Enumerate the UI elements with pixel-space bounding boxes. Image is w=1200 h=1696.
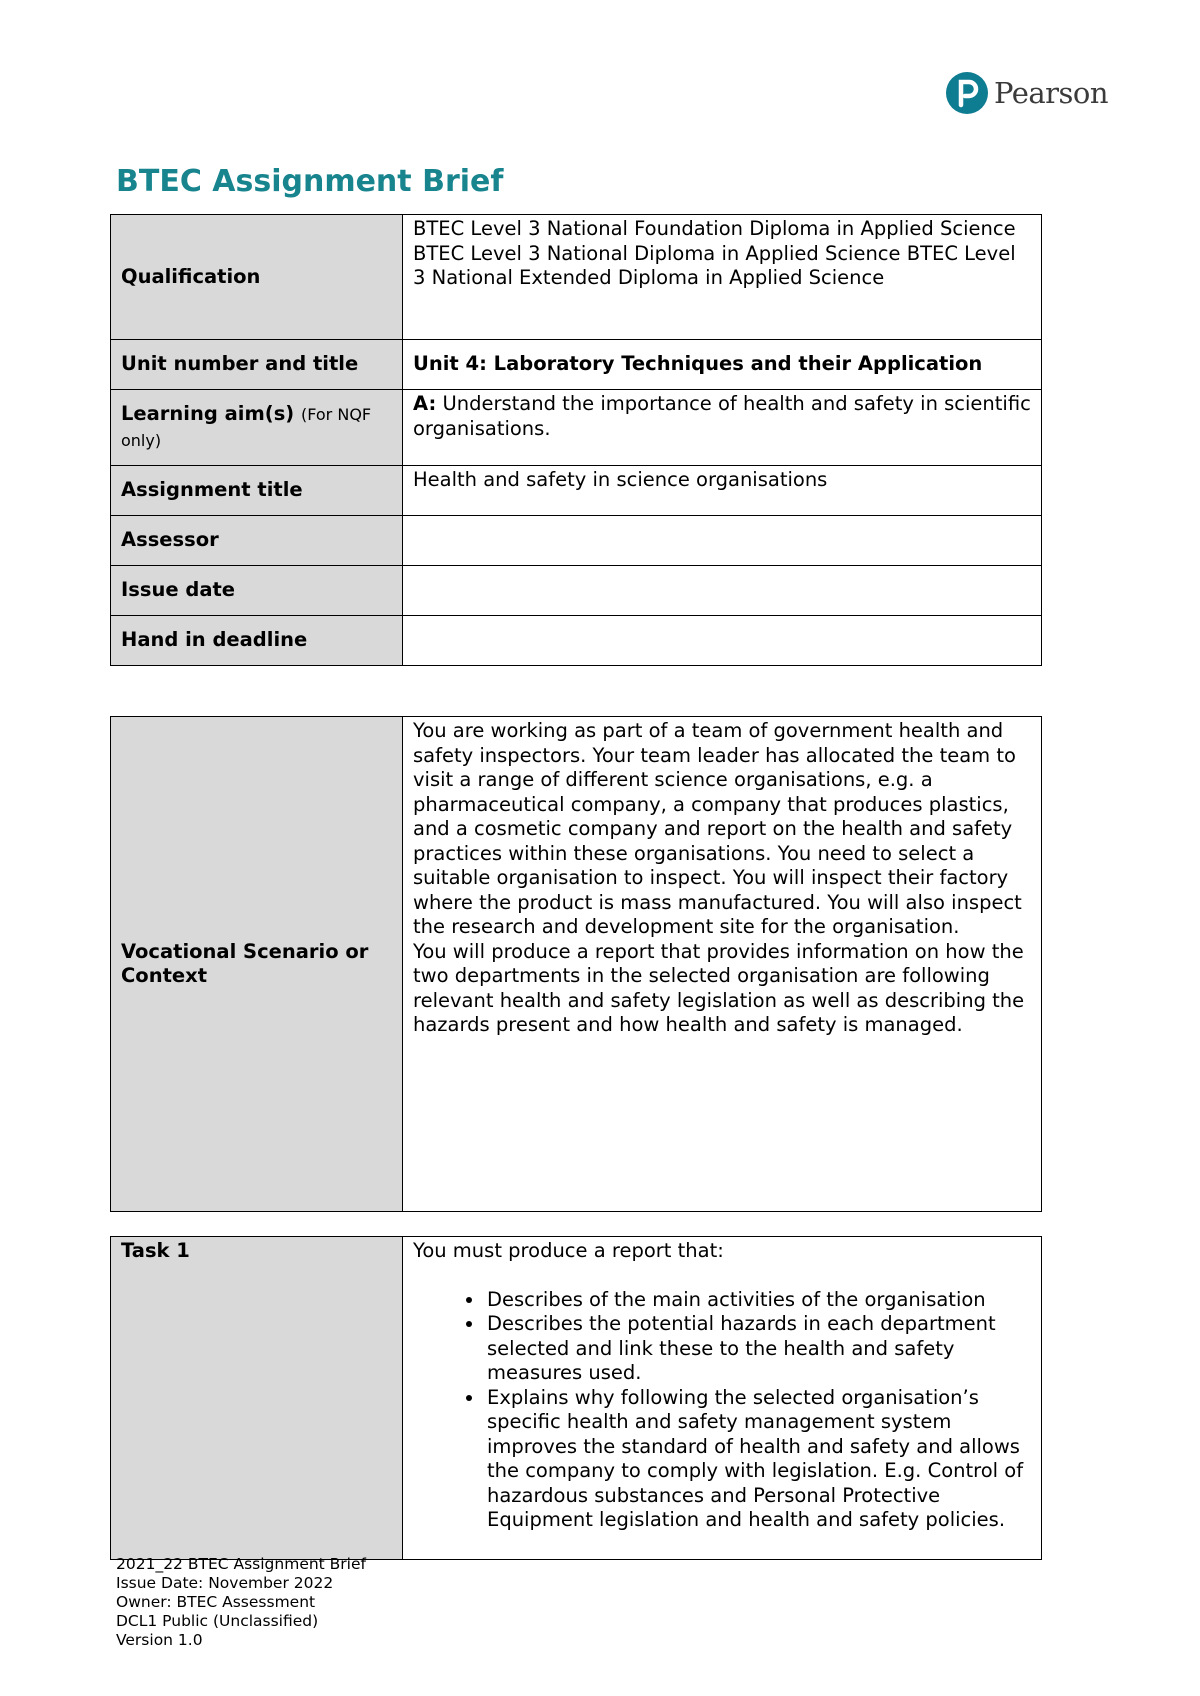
table-row — [111, 390, 1042, 466]
learning-aim-note: (For NQF only) — [121, 405, 372, 450]
issue-date-label: Issue date — [111, 566, 403, 616]
task-1-bullet-list — [413, 1288, 1031, 1533]
unit-value: Unit 4: Laboratory Techniques and their Application — [403, 340, 1042, 390]
page-title: BTEC Assignment Brief — [116, 164, 504, 199]
scenario-table — [110, 716, 1042, 1212]
footer-line: Issue Date: November 2022 — [116, 1574, 334, 1592]
task-1-value — [403, 1237, 1042, 1560]
assessor-label: Assessor — [111, 516, 403, 566]
scenario-paragraph-1: You are working as part of a team of government health and safety inspectors. Your team leader has allocated the team to visit a range of different science organisations, e.g. a pharmaceutical company, a company that produces plastics, and a cosmetic company and report on the health and safety practices within these organisations. You need to select a suitable organisation to inspect. You will inspect their factory where the product is mass manufactured. You will also inspect the research and development site for the organisation. — [413, 719, 1022, 938]
learning-aim-prefix: A: — [413, 392, 437, 415]
task-1-intro: You must produce a report that: — [413, 1239, 724, 1262]
table-row — [111, 340, 1042, 390]
task-table — [110, 1236, 1042, 1560]
table-row — [111, 466, 1042, 516]
deadline-label: Hand in deadline — [111, 616, 403, 666]
learning-aim-label-text: Learning aim(s) — [121, 402, 295, 425]
table-row — [111, 516, 1042, 566]
table-row — [111, 215, 1042, 340]
qualification-label: Qualification — [111, 215, 403, 340]
learning-aim-label — [111, 390, 403, 466]
pearson-logo — [946, 72, 1108, 114]
qualification-value: BTEC Level 3 National Foundation Diploma in Applied Science BTEC Level 3 National Diploma in Applied Science BTEC Level 3 National Extended Diploma in Applied Science — [403, 215, 1042, 340]
footer-line: Owner: BTEC Assessment — [116, 1593, 316, 1611]
list-item: • Describes the potential hazards in each department selected and link these to the health and safety measures used. — [485, 1312, 1031, 1386]
page-footer — [116, 1555, 366, 1650]
list-item: • Describes of the main activities of the organisation — [485, 1288, 1031, 1313]
assignment-title-label: Assignment title — [111, 466, 403, 516]
learning-aim-value — [403, 390, 1042, 466]
assessor-value — [403, 516, 1042, 566]
issue-date-value — [403, 566, 1042, 616]
assignment-title-value: Health and safety in science organisations — [403, 466, 1042, 516]
list-item: • Explains why following the selected organisation’s specific health and safety management system improves the standard of health and safety and allows the company to comply with legislation. E.g. Control of hazardous substances and Personal Protective Equipment legislation and health and safety policies. — [485, 1386, 1031, 1533]
task-1-label: Task 1 — [111, 1237, 403, 1560]
learning-aim-text: Understand the importance of health and safety in scientific organisations. — [413, 392, 1031, 440]
footer-line: DCL1 Public (Unclassified) — [116, 1612, 319, 1630]
scenario-paragraph-2: You will produce a report that provides information on how the two departments in the selected organisation are following relevant health and safety legislation as well as describing the hazards present and how health and safety is managed. — [413, 939, 1025, 1036]
footer-line: Version 1.0 — [116, 1631, 203, 1649]
table-row — [111, 717, 1042, 1212]
scenario-value — [403, 717, 1042, 1212]
footer-line: 2021_22 BTEC Assignment Brief — [116, 1555, 366, 1573]
deadline-value — [403, 616, 1042, 666]
pearson-logo-text: Pearson — [994, 76, 1109, 110]
table-row — [111, 1237, 1042, 1560]
table-row — [111, 616, 1042, 666]
pearson-logo-icon — [946, 72, 988, 114]
scenario-label: Vocational Scenario or Context — [111, 717, 403, 1212]
assignment-info-table — [110, 214, 1042, 666]
unit-label: Unit number and title — [111, 340, 403, 390]
table-row — [111, 566, 1042, 616]
